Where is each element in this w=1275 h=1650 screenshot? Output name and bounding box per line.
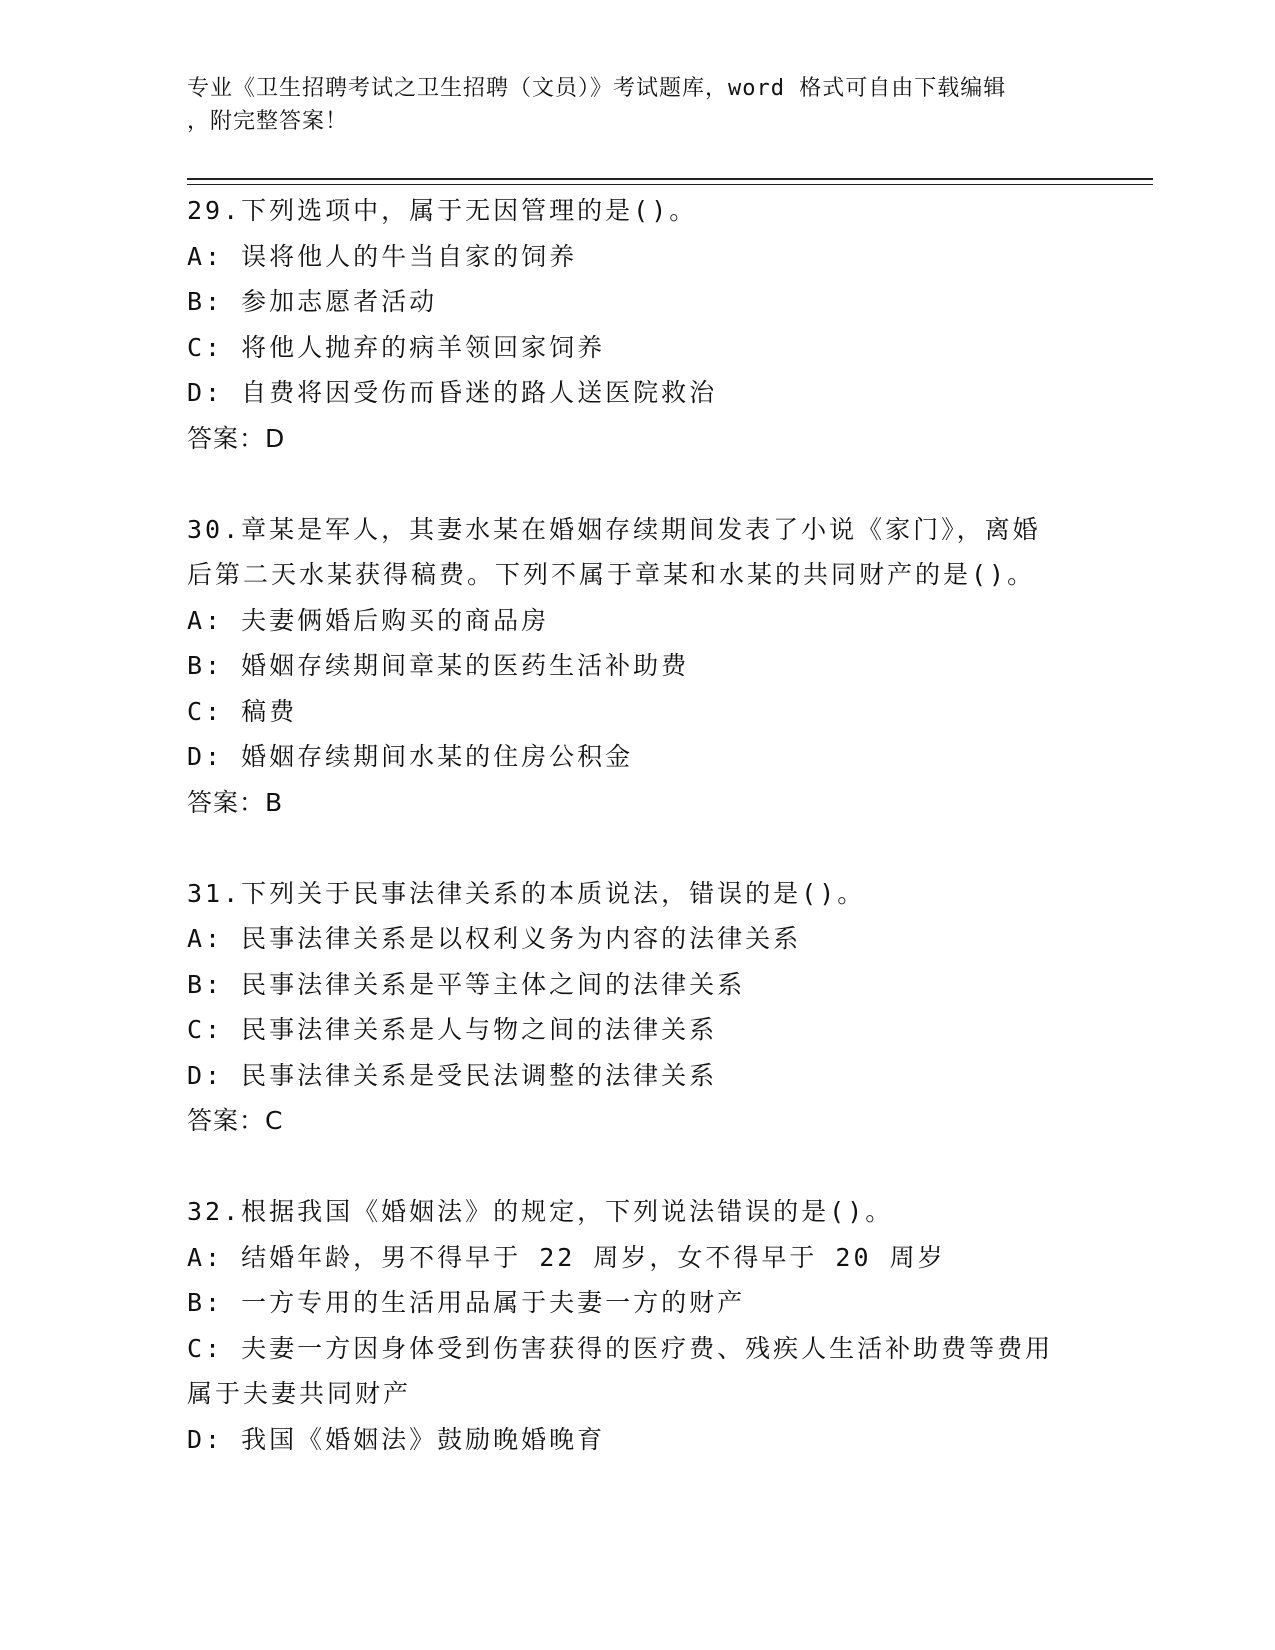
option-c-continued: 属于夫妻共同财产 — [187, 1379, 412, 1408]
header-line-1: 专业《卫生招聘考试之卫生招聘（文员）》考试题库，word 格式可自由下载编辑 — [187, 76, 1007, 101]
option-b: B: 民事法律关系是平等主体之间的法律关系 — [187, 969, 746, 999]
option-a: A: 误将他人的牛当自家的饲养 — [187, 241, 578, 271]
option-b: B: 一方专用的生活用品属于夫妻一方的财产 — [187, 1288, 746, 1317]
option-a: A: 夫妻俩婚后购买的商品房 — [187, 605, 550, 635]
answer: 答案：C — [187, 1106, 284, 1135]
question-30 — [187, 507, 1087, 826]
question-stem: 32.根据我国《婚姻法》的规定，下列说法错误的是()。 — [187, 1197, 894, 1226]
option-c: C: 夫妻一方因身体受到伤害获得的医疗费、残疾人生活补助费等费用 — [187, 1333, 1054, 1363]
document-header — [187, 72, 1067, 138]
question-list — [187, 188, 1087, 1462]
option-d: D: 婚姻存续期间水某的住房公积金 — [187, 742, 634, 771]
question-32 — [187, 1189, 1087, 1462]
question-stem: 31.下列关于民事法律关系的本质说法，错误的是()。 — [187, 878, 866, 908]
question-31 — [187, 871, 1087, 1144]
header-line-2: ，附完整答案！ — [187, 109, 349, 134]
option-b: B: 参加志愿者活动 — [187, 287, 438, 316]
option-c: C: 将他人抛弃的病羊领回家饲养 — [187, 332, 606, 362]
option-c: C: 稿费 — [187, 696, 298, 726]
option-c: C: 民事法律关系是人与物之间的法律关系 — [187, 1015, 718, 1044]
option-d: D: 民事法律关系是受民法调整的法律关系 — [187, 1060, 718, 1090]
answer: 答案：D — [187, 423, 286, 453]
option-d: D: 自费将因受伤而昏迷的路人送医院救治 — [187, 378, 718, 407]
header-divider-thick — [187, 178, 1153, 180]
option-a: A: 结婚年龄，男不得早于 22 周岁，女不得早于 20 周岁 — [187, 1242, 946, 1272]
question-stem-continued: 后第二天水某获得稿费。下列不属于章某和水某的共同财产的是()。 — [187, 560, 1036, 589]
answer: 答案：B — [187, 787, 284, 817]
option-a: A: 民事法律关系是以权利义务为内容的法律关系 — [187, 924, 802, 953]
question-29 — [187, 188, 1087, 461]
question-stem: 29.下列选项中，属于无因管理的是()。 — [187, 196, 698, 225]
question-stem: 30.章某是军人，其妻水某在婚姻存续期间发表了小说《家门》，离婚 — [187, 514, 1041, 544]
option-b: B: 婚姻存续期间章某的医药生活补助费 — [187, 651, 690, 680]
option-d: D: 我国《婚姻法》鼓励晚婚晚育 — [187, 1424, 606, 1454]
header-divider-thin — [187, 184, 1153, 185]
